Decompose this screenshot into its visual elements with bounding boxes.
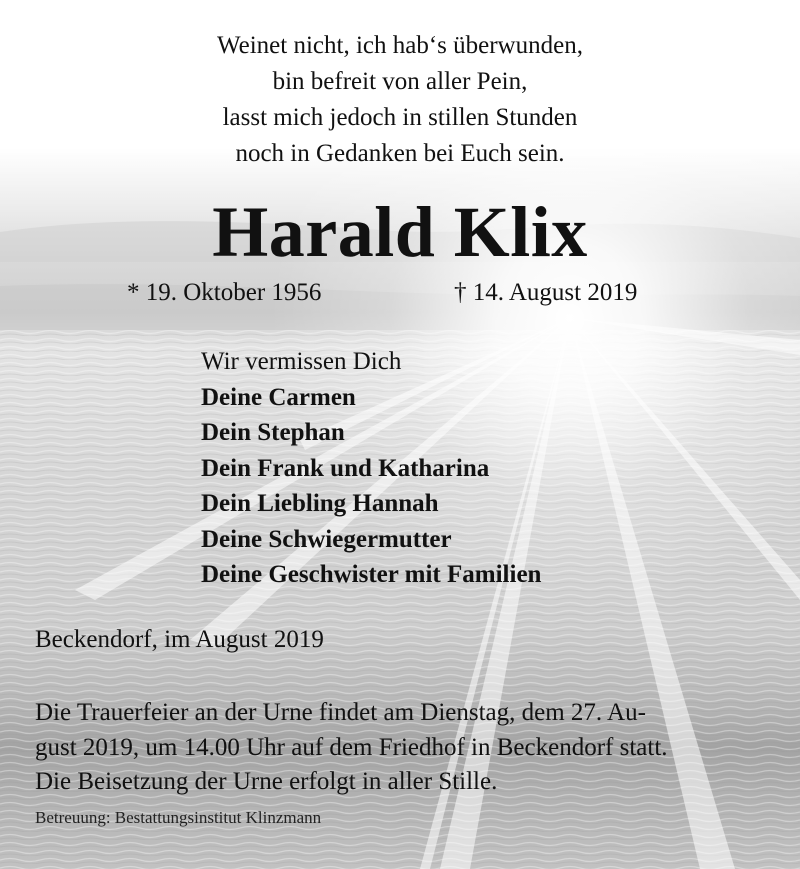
- death-date: † 14. August 2019: [454, 279, 638, 306]
- service-line: gust 2019, um 14.00 Uhr auf dem Friedhof in Beckendorf statt.: [35, 733, 668, 761]
- service-line: Die Trauerfeier an der Urne findet am Dienstag, dem 27. Au-: [35, 699, 646, 726]
- mourners-list: [201, 344, 541, 593]
- poem-line: Weinet nicht, ich hab‘s überwunden,: [217, 32, 583, 59]
- mourner-name: Dein Liebling Hannah: [201, 490, 439, 517]
- poem-line: lasst mich jedoch in stillen Stunden: [222, 104, 578, 131]
- mourner-name: Dein Frank und Katharina: [201, 454, 490, 482]
- place-and-date: Beckendorf, im August 2019: [35, 626, 324, 653]
- mourner-name: Dein Stephan: [201, 419, 345, 446]
- service-line: Die Beisetzung der Urne erfolgt in aller Stille.: [35, 768, 498, 795]
- birth-date: * 19. Oktober 1956: [127, 279, 322, 306]
- funeral-service-info: [35, 696, 770, 800]
- mourner-name: Deine Carmen: [201, 383, 356, 411]
- deceased-name: Harald Klix: [212, 192, 588, 272]
- undertaker-credit: Betreuung: Bestattungsinstitut Klinzmann: [35, 808, 322, 827]
- mourner-name: Deine Schwiegermutter: [201, 525, 452, 553]
- poem-line: bin befreit von aller Pein,: [272, 68, 528, 95]
- mourner-name: Deine Geschwister mit Familien: [201, 561, 542, 588]
- poem-line: noch in Gedanken bei Euch sein.: [235, 140, 565, 167]
- poem-verse: [0, 28, 800, 172]
- mourners-intro: Wir vermissen Dich: [201, 348, 402, 375]
